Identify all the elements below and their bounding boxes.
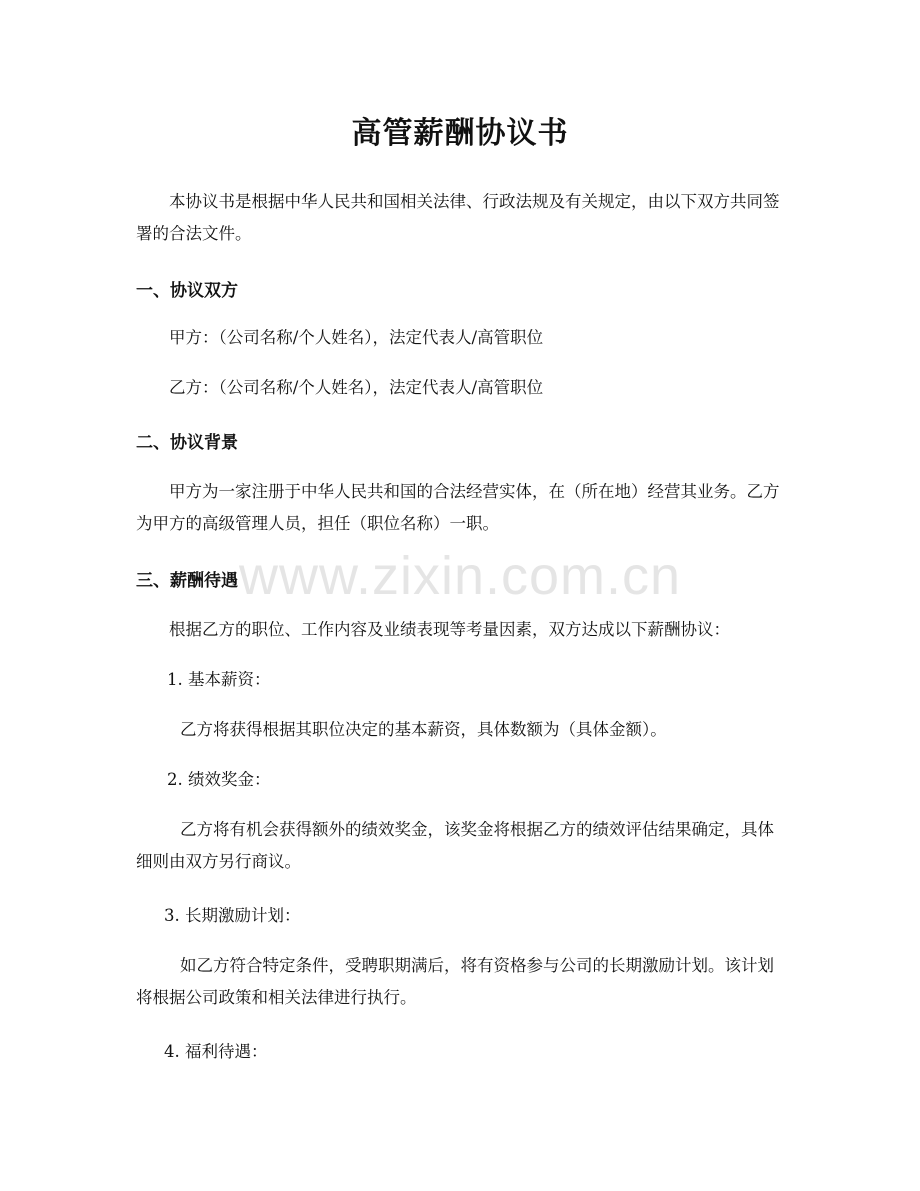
- document-title: 高管薪酬协议书: [351, 116, 569, 151]
- item-label-benefits: 4. 福利待遇：: [164, 1042, 268, 1061]
- compensation-intro: 根据乙方的职位、工作内容及业绩表现等考量因素，双方达成以下薪酬协议：: [169, 620, 730, 639]
- section-heading-background: 二、协议背景: [136, 433, 238, 453]
- item-label-performance-bonus: 2. 绩效奖金：: [167, 770, 271, 789]
- item-label-long-term-incentive: 3. 长期激励计划：: [164, 906, 301, 925]
- background-paragraph: 甲方为一家注册于中华人民共和国的合法经营实体，在（所在地）经营其业务。乙方为甲方的高级管理人员，担任（职位名称）一职。: [136, 482, 780, 533]
- item-text-performance-bonus: 乙方将有机会获得额外的绩效奖金，该奖金将根据乙方的绩效评估结果确定，具体细则由双方另行商议。: [136, 820, 774, 871]
- party-b-line: 乙方：（公司名称/个人姓名），法定代表人/高管职位: [169, 378, 544, 397]
- party-a-line: 甲方：（公司名称/个人姓名），法定代表人/高管职位: [169, 328, 544, 347]
- section-heading-parties: 一、协议双方: [136, 281, 238, 301]
- section-heading-compensation: 三、薪酬待遇: [136, 571, 238, 591]
- item-text-long-term-incentive: 如乙方符合特定条件，受聘职期满后，将有资格参与公司的长期激励计划。该计划将根据公司政策和相关法律进行执行。: [136, 956, 774, 1007]
- intro-paragraph: 本协议书是根据中华人民共和国相关法律、行政法规及有关规定，由以下双方共同签署的合法文件。: [136, 192, 780, 243]
- watermark-text: www.zixin.com.cn: [238, 546, 682, 606]
- item-text-base-salary: 乙方将获得根据其职位决定的基本薪资，具体数额为（具体金额）。: [180, 720, 667, 739]
- item-label-base-salary: 1. 基本薪资：: [167, 670, 271, 689]
